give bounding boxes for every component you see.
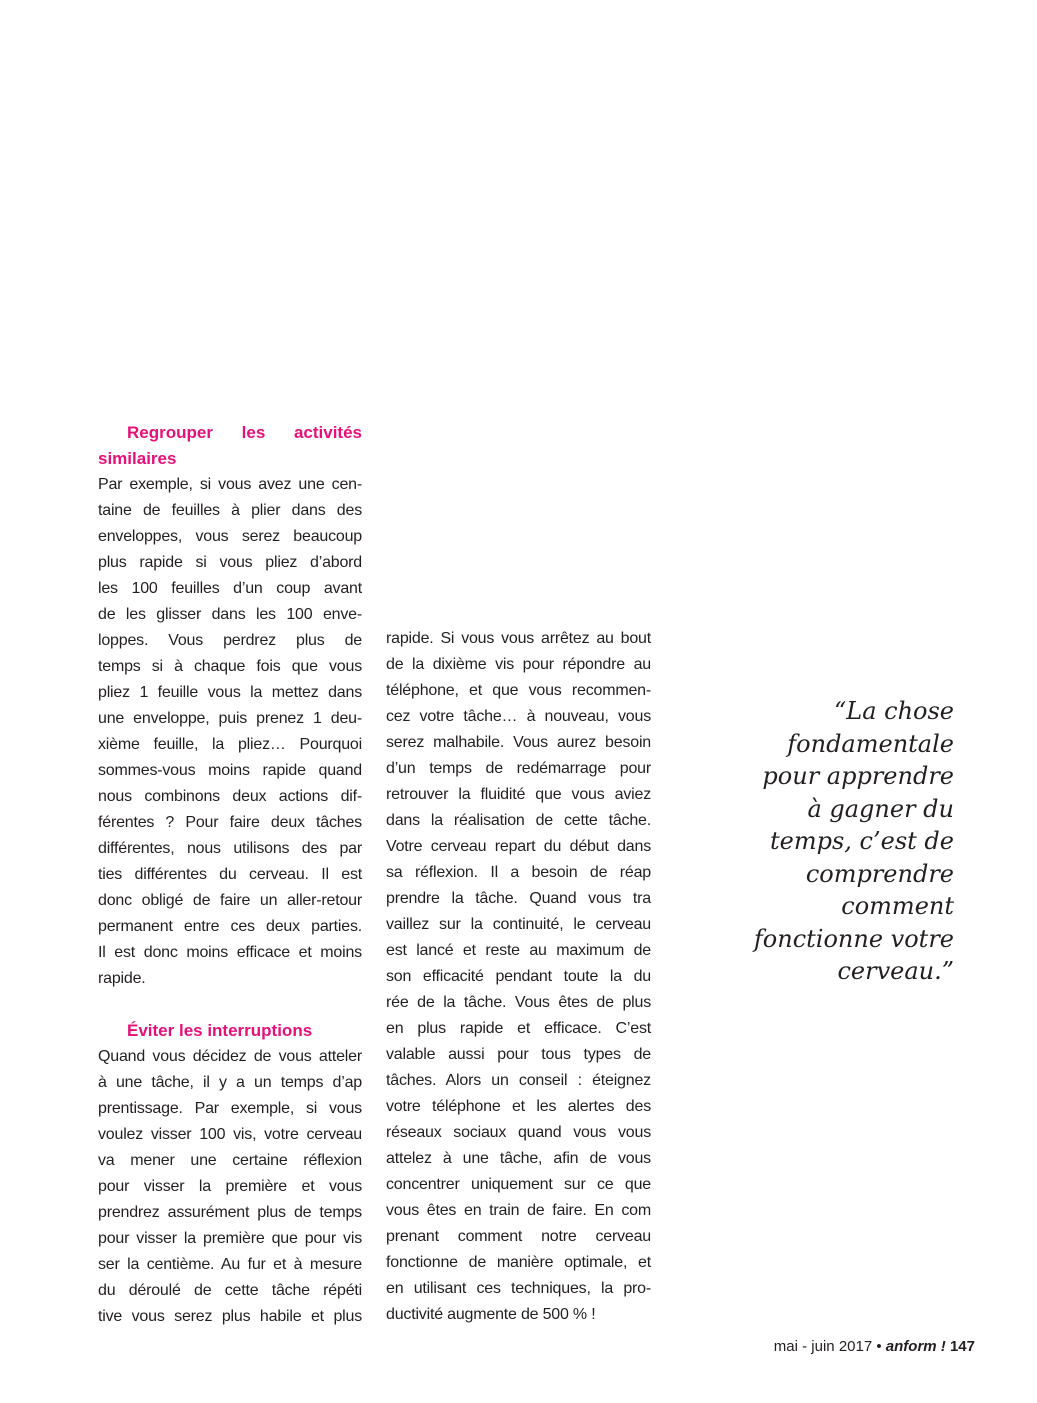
- text-line: ser la centième. Au fur et à mesure: [98, 1256, 362, 1273]
- text-line: voulez visser 100 vis, votre cerveau: [98, 1126, 362, 1143]
- text-line: loppes. Vous perdrez plus de: [98, 632, 362, 649]
- text-line: Quand vous décidez de vous atteler: [98, 1048, 362, 1065]
- text-line: en plus rapide et efficace. C’est: [386, 1020, 651, 1037]
- article-column-right: [386, 626, 651, 1328]
- quote-line: comment: [841, 892, 954, 920]
- text-line: téléphone, et que vous recommen-: [386, 682, 651, 699]
- text-line: réseaux sociaux quand vous vous: [386, 1124, 651, 1141]
- quote-line: cerveau.”: [837, 957, 954, 985]
- text-line: d’un temps de redémarrage pour: [386, 760, 651, 777]
- text-line: tive vous serez plus habile et plus: [98, 1308, 362, 1325]
- page-footer: [774, 1338, 975, 1355]
- text-line: nous combinons deux actions dif-: [98, 788, 362, 805]
- text-line: rapide. Si vous vous arrêtez au bout: [386, 630, 651, 647]
- issue-date: mai - juin 2017: [773, 1338, 873, 1355]
- section-heading-line: similaires: [98, 449, 177, 468]
- quote-line: fondamentale: [787, 729, 954, 758]
- text-line: les 100 feuilles d’un coup avant: [98, 580, 362, 597]
- quote-line: fonctionne votre: [753, 924, 954, 953]
- text-line: son efficacité pendant toute la du: [386, 968, 651, 985]
- quote-line: “La chose: [833, 697, 954, 725]
- text-line: rapide.: [98, 970, 146, 987]
- text-line: pliez 1 feuille vous la mettez dans: [98, 684, 362, 701]
- text-line: cez votre tâche… à nouveau, vous: [386, 708, 651, 725]
- quote-line: comprendre: [805, 859, 954, 888]
- column-body: [386, 626, 651, 1328]
- text-line: tâches. Alors un conseil : éteignez: [386, 1072, 651, 1089]
- text-line: sommes-vous moins rapide quand: [98, 762, 362, 779]
- text-line: concentrer uniquement sur ce que: [386, 1176, 651, 1193]
- text-line: prentissage. Par exemple, si vous: [98, 1100, 362, 1117]
- magazine-name: anform !: [885, 1338, 946, 1355]
- text-line: de la dixième vis pour répondre au: [386, 656, 651, 673]
- text-line: du déroulé de cette tâche répéti: [98, 1282, 362, 1299]
- text-line: attelez à une tâche, afin de vous: [386, 1150, 651, 1167]
- section-body: [98, 472, 362, 992]
- text-line: serez malhabile. Vous aurez besoin: [386, 734, 651, 751]
- text-line: retrouver la fluidité que vous aviez: [386, 786, 651, 803]
- text-line: ties différentes du cerveau. Il est: [98, 866, 362, 883]
- text-line: plus rapide si vous pliez d’abord: [98, 554, 362, 571]
- text-line: sa réflexion. Il a besoin de réap: [386, 864, 651, 881]
- text-line: temps si à chaque fois que vous: [98, 658, 362, 675]
- section-body: [98, 1044, 362, 1330]
- text-line: va mener une certaine réflexion: [98, 1152, 362, 1169]
- text-line: férentes ? Pour faire deux tâches: [98, 814, 362, 831]
- text-line: différentes, nous utilisons des par: [98, 840, 362, 857]
- quote-line: temps, c’est de: [770, 827, 954, 855]
- text-line: prendre la tâche. Quand vous tra: [386, 890, 651, 907]
- page-number: 147: [949, 1338, 975, 1355]
- text-line: pour visser la première et vous: [98, 1178, 362, 1195]
- text-line: est lancé et reste au maximum de: [386, 942, 651, 959]
- text-line: prendrez assurément plus de temps: [98, 1204, 362, 1221]
- text-line: Par exemple, si vous avez une cen-: [98, 476, 362, 493]
- text-line: dans la réalisation de cette tâche.: [386, 812, 651, 829]
- text-line: pour visser la première que pour vis: [98, 1230, 362, 1247]
- text-line: xième feuille, la pliez… Pourquoi: [98, 736, 362, 753]
- text-line: enveloppes, vous serez beaucoup: [98, 528, 362, 545]
- text-line: en utilisant ces techniques, la pro-: [386, 1280, 651, 1297]
- text-line: Votre cerveau repart du début dans: [386, 838, 651, 855]
- text-line: à une tâche, il y a un temps d’ap: [98, 1074, 362, 1091]
- section-heading-line: Regrouper les activités: [127, 423, 362, 442]
- footer-bullet: •: [876, 1338, 882, 1355]
- text-line: votre téléphone et les alertes des: [386, 1098, 651, 1115]
- text-line: taine de feuilles à plier dans des: [98, 502, 362, 519]
- text-line: Il est donc moins efficace et moins: [98, 944, 362, 961]
- text-line: permanent entre ces deux parties.: [98, 918, 362, 935]
- text-line: donc obligé de faire un aller-retour: [98, 892, 362, 909]
- text-line: prenant comment notre cerveau: [386, 1228, 651, 1245]
- text-line: vaillez sur la continuité, le cerveau: [386, 916, 651, 933]
- text-line: une enveloppe, puis prenez 1 deu-: [98, 710, 362, 727]
- pull-quote: [724, 695, 954, 988]
- article-column-left: [98, 420, 362, 1330]
- text-line: rée de la tâche. Vous êtes de plus: [386, 994, 651, 1011]
- text-line: de les glisser dans les 100 enve-: [98, 606, 362, 623]
- text-line: ductivité augmente de 500 % !: [386, 1306, 596, 1323]
- quote-line: pour apprendre: [762, 762, 954, 790]
- quote-line: à gagner du: [807, 794, 954, 823]
- text-line: fonctionne de manière optimale, et: [386, 1254, 651, 1271]
- text-line: vous êtes en train de faire. En com: [386, 1202, 651, 1219]
- text-line: valable aussi pour tous types de: [386, 1046, 651, 1063]
- section-heading: Éviter les interruptions: [127, 1021, 313, 1040]
